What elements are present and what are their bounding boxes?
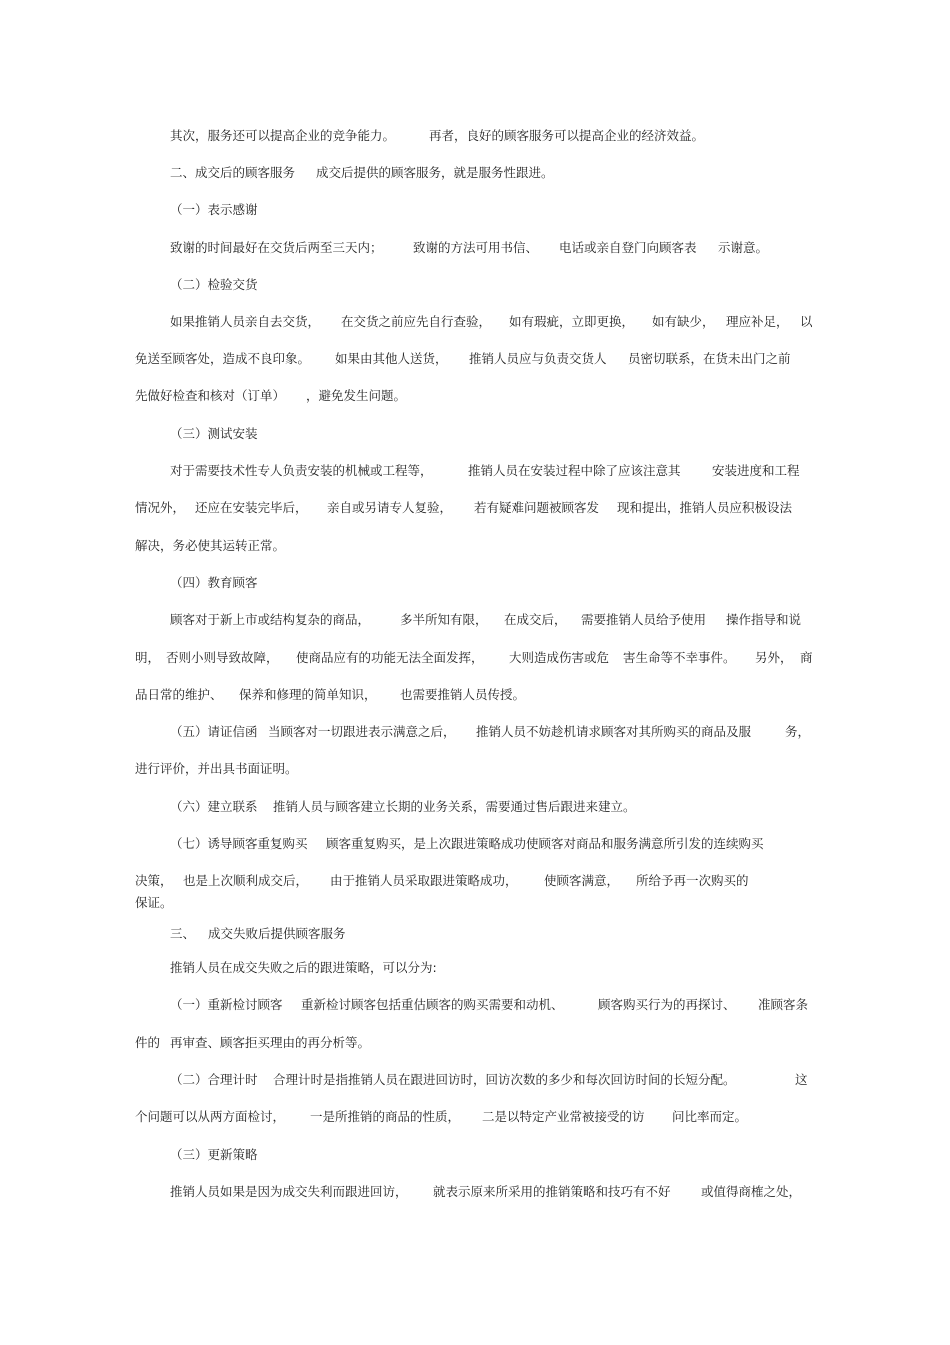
text-line <box>0 611 950 629</box>
text-segment: 推销人员应与负责交货人 <box>469 351 607 366</box>
text-segment: 电话或亲自登门向顾客表 <box>559 240 697 255</box>
text-line <box>0 313 950 331</box>
text-segment: 品日常的维护、 <box>135 687 223 702</box>
subheading: （四）教育顾客 <box>170 575 258 590</box>
text-line <box>0 723 950 741</box>
subheading: （五）请证信函 <box>170 724 258 739</box>
text-line <box>0 239 950 257</box>
subheading: （二）合理计时 <box>170 1072 258 1087</box>
text-segment: 如有瑕疵，立即更换， <box>509 314 635 329</box>
text-segment: 推销人员在安装过程中除了应该注意其 <box>468 463 681 478</box>
section-heading: 成交失败后提供顾客服务 <box>208 926 346 941</box>
subheading: （六）建立联系 <box>170 799 258 814</box>
text-segment: 如果由其他人送货， <box>335 351 448 366</box>
text-segment: 再审查、顾客拒买理由的再分析等。 <box>170 1035 371 1050</box>
text-line <box>0 686 950 704</box>
text-segment: 明， <box>135 650 161 665</box>
section-heading-line <box>0 925 950 943</box>
text-segment: 商 <box>800 650 813 665</box>
text-line <box>0 387 950 405</box>
subheading-line <box>0 574 950 592</box>
text-segment: 再者，良好的顾客服务可以提高企业的经济效益。 <box>429 128 705 143</box>
text-segment: 保证。 <box>135 895 173 910</box>
subheading: （三）更新策略 <box>170 1147 258 1162</box>
subheading-line <box>0 1146 950 1164</box>
subheading: （一）重新检讨顾客 <box>170 997 283 1012</box>
text-line <box>0 649 950 667</box>
text-segment: 重新检讨顾客包括重估顾客的购买需要和动机、 <box>301 997 564 1012</box>
text-segment: 以 <box>800 314 813 329</box>
text-segment: 需要推销人员给予使用 <box>581 612 707 627</box>
text-segment: 害生命等不幸事件。 <box>623 650 736 665</box>
text-segment: 一是所推销的商品的性质， <box>310 1109 461 1124</box>
text-segment: 件的 <box>135 1035 161 1050</box>
text-segment: 也需要推销人员传授。 <box>400 687 526 702</box>
text-segment: 如有缺少， <box>652 314 715 329</box>
text-segment: 成交后提供的顾客服务，就是服务性跟进。 <box>316 165 554 180</box>
text-line <box>0 798 950 816</box>
text-segment: 这 <box>795 1072 808 1087</box>
text-segment: 推销人员与顾客建立长期的业务关系，需要通过售后跟进来建立。 <box>273 799 636 814</box>
text-segment: 二是以特定产业常被接受的访 <box>482 1109 645 1124</box>
text-segment: 如果推销人员亲自去交货， <box>170 314 321 329</box>
subheading-line <box>0 201 950 219</box>
text-line <box>0 996 950 1014</box>
subheading-line <box>0 276 950 294</box>
section-heading-line <box>0 164 950 182</box>
text-line <box>0 872 950 890</box>
subheading: （七）诱导顾客重复购买 <box>170 836 308 851</box>
text-segment: 还应在安装完毕后， <box>195 500 308 515</box>
text-segment: 推销人员如果是因为成交失利而跟进回访， <box>170 1184 408 1199</box>
text-segment: 问比率而定。 <box>672 1109 748 1124</box>
text-segment: 也是上次顺利成交后， <box>183 873 309 888</box>
text-segment: 若有疑难问题被顾客发 <box>474 500 600 515</box>
text-segment: 所给予再一次购买的 <box>636 873 749 888</box>
subheading-line <box>0 425 950 443</box>
subheading: （三）测试安装 <box>170 426 258 441</box>
text-segment: 在交货之前应先自行查验， <box>341 314 492 329</box>
section-heading: 二、成交后的顾客服务 <box>170 165 296 180</box>
text-line <box>0 537 950 555</box>
text-segment: 准顾客条 <box>758 997 809 1012</box>
text-segment: 推销人员不妨趁机请求顾客对其所购买的商品及服 <box>476 724 752 739</box>
text-segment: 现和提出，推销人员应积极设法 <box>617 500 793 515</box>
text-segment: ，避免发生问题。 <box>306 388 407 403</box>
text-line <box>0 1034 950 1052</box>
text-segment: 个问题可以从两方面检讨， <box>135 1109 286 1124</box>
text-line <box>0 462 950 480</box>
text-segment: 顾客购买行为的再探讨、 <box>598 997 736 1012</box>
text-line <box>0 127 950 145</box>
text-segment: 示谢意。 <box>718 240 769 255</box>
text-segment: 合理计时是指推销人员在跟进回访时，回访次数的多少和每次回访时间的长短分配。 <box>273 1072 736 1087</box>
subheading: （二）检验交货 <box>170 277 258 292</box>
text-segment: 顾客重复购买，是上次跟进策略成功使顾客对商品和服务满意所引发的连续购买 <box>326 836 764 851</box>
text-segment: 否则小则导致故障， <box>166 650 279 665</box>
section-number: 三、 <box>170 926 196 941</box>
text-segment: 顾客对于新上市或结构复杂的商品， <box>170 612 371 627</box>
text-segment: 员密切联系，在货未出门之前 <box>628 351 791 366</box>
text-line <box>0 760 950 778</box>
text-line <box>0 894 950 912</box>
text-segment: 安装进度和工程 <box>712 463 800 478</box>
text-line <box>0 959 950 977</box>
subheading: （一）表示感谢 <box>170 202 258 217</box>
text-segment: 务， <box>785 724 811 739</box>
text-segment: 其次，服务还可以提高企业的竞争能力。 <box>170 128 396 143</box>
text-segment: 或值得商榷之处， <box>701 1184 802 1199</box>
text-segment: 亲自或另请专人复验， <box>327 500 453 515</box>
text-segment: 在成交后， <box>504 612 567 627</box>
text-segment: 就表示原来所采用的推销策略和技巧有不好 <box>433 1184 671 1199</box>
text-segment: 由于推销人员采取跟进策略成功， <box>330 873 518 888</box>
text-line <box>0 1071 950 1089</box>
text-segment: 解决，务必使其运转正常。 <box>135 538 286 553</box>
text-segment: 操作指导和说 <box>726 612 802 627</box>
text-line <box>0 350 950 368</box>
text-line <box>0 1108 950 1126</box>
text-segment: 致谢的时间最好在交货后两至三天内； <box>170 240 383 255</box>
text-segment: 对于需要技术性专人负责安装的机械或工程等， <box>170 463 433 478</box>
text-segment: 另外， <box>755 650 793 665</box>
text-segment: 使商品应有的功能无法全面发挥， <box>296 650 484 665</box>
text-segment: 大则造成伤害或危 <box>509 650 610 665</box>
text-segment: 推销人员在成交失败之后的跟进策略，可以分为: <box>170 960 437 975</box>
text-segment: 保养和修理的简单知识， <box>239 687 377 702</box>
text-segment: 进行评价，并出具书面证明。 <box>135 761 298 776</box>
text-segment: 多半所知有限， <box>400 612 488 627</box>
text-line <box>0 1183 950 1201</box>
text-segment: 当顾客对一切跟进表示满意之后， <box>268 724 456 739</box>
text-segment: 免送至顾客处，造成不良印象。 <box>135 351 311 366</box>
text-segment: 致谢的方法可用书信、 <box>413 240 539 255</box>
text-segment: 决策， <box>135 873 173 888</box>
text-segment: 使顾客满意， <box>544 873 620 888</box>
text-segment: 先做好检查和核对（订单） <box>135 388 286 403</box>
text-segment: 理应补足， <box>726 314 789 329</box>
text-segment: 情况外， <box>135 500 186 515</box>
text-line <box>0 499 950 517</box>
text-line <box>0 835 950 853</box>
